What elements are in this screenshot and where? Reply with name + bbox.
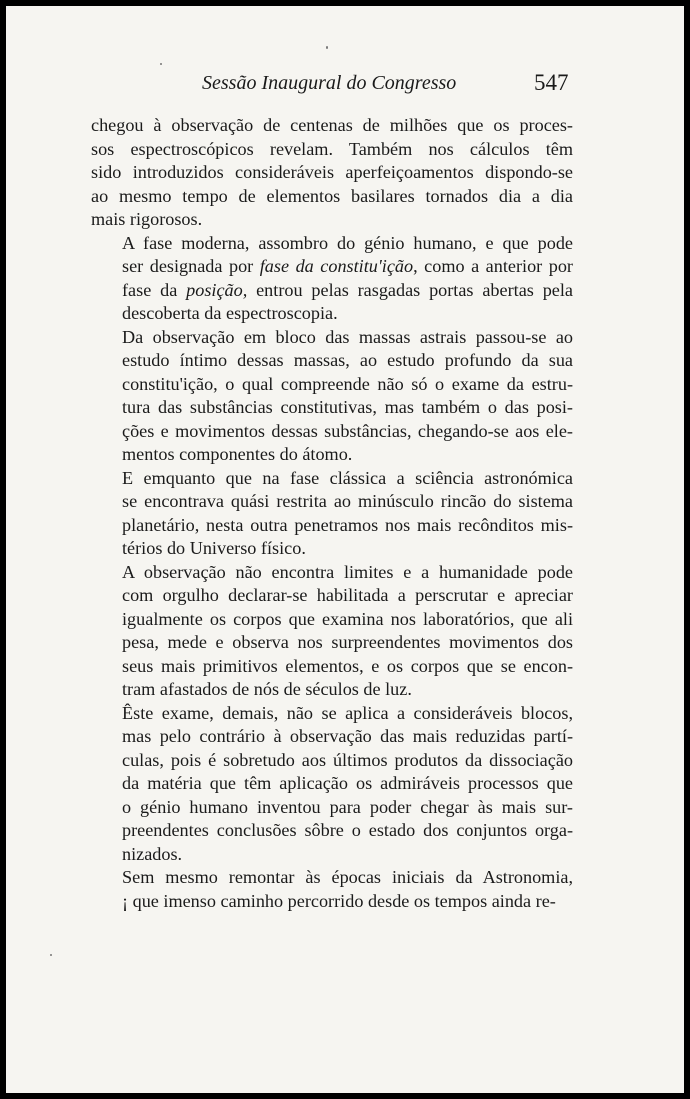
- text-line: pesa, mede e observa nos surpreendentes movimentos dos: [122, 632, 573, 652]
- text-line: ções e movimentos dessas substâncias, chegando-se aos ele-: [122, 420, 573, 441]
- paragraph: [91, 114, 573, 232]
- paragraph: [91, 326, 573, 467]
- text-line: mentos componentes do átomo.: [122, 444, 353, 464]
- page-number: 547: [534, 70, 569, 95]
- paper-speck: [326, 46, 328, 49]
- paragraph: [91, 561, 573, 702]
- text-line: E emquanto que na fase clássica a sciência astronómica: [122, 467, 573, 488]
- text-line: fase da posição, entrou pelas rasgadas portas abertas pela: [122, 279, 573, 300]
- body-text: [91, 114, 573, 913]
- page-header: [6, 70, 684, 102]
- text-line: ao mesmo tempo de elementos basilares tornados dia a dia: [91, 185, 573, 206]
- text-line: da matéria que têm aplicação os admiráveis processos que: [122, 773, 573, 793]
- text-line: sos espectroscópicos revelam. Também nos cálculos têm: [91, 138, 573, 159]
- paper-speck: [50, 954, 52, 956]
- text-line: Êste exame, demais, não se aplica a consideráveis blocos,: [122, 702, 573, 723]
- text-line: mais rigorosos.: [91, 209, 203, 229]
- text-line: A fase moderna, assombro do génio humano, e que pode: [122, 232, 573, 253]
- text-line: nizados.: [122, 843, 183, 864]
- text-line: seus mais primitivos elementos, e os corpos que se encon-: [122, 655, 573, 676]
- text-line: culas, pois é sobretudo aos últimos produtos da dissociação: [122, 749, 573, 770]
- text-line: A observação não encontra limites e a humanidade pode: [122, 561, 573, 582]
- text-line: estudo íntimo dessas massas, ao estudo profundo da sua: [122, 350, 573, 370]
- text-line: ¡ que imenso caminho percorrido desde os tempos ainda re-: [122, 890, 556, 911]
- text-line: tram afastados de nós de séculos de luz.: [122, 679, 412, 699]
- paragraph: [91, 702, 573, 867]
- running-title: Sessão Inaugural do Congresso: [202, 72, 457, 94]
- text-line: sido introduzidos consideráveis aperfeiçoamentos dispondo-se: [91, 162, 573, 182]
- text-line: preendentes conclusões sôbre o estado dos conjuntos orga-: [122, 820, 573, 840]
- text-line: mas pelo contrário à observação das mais reduzidas partí-: [122, 726, 573, 746]
- text-line: chegou à observação de centenas de milhões que os proces-: [91, 115, 573, 135]
- text-line: Sem mesmo remontar às épocas iniciais da Astronomia,: [122, 867, 573, 887]
- text-line: com orgulho declarar-se habilitada a perscrutar e apreciar: [122, 585, 573, 605]
- text-line: o génio humano inventou para poder chegar às mais sur-: [122, 796, 573, 817]
- text-line: Da observação em bloco das massas astrais passou-se ao: [122, 326, 573, 347]
- text-line: igualmente os corpos que examina nos laboratórios, que ali: [122, 608, 573, 629]
- paper-speck: [160, 63, 162, 65]
- book-page: [6, 6, 684, 1093]
- text-line: tura das substâncias constitutivas, mas também o das posi-: [122, 397, 573, 417]
- paragraph: [91, 467, 573, 561]
- paragraph: [91, 232, 573, 326]
- text-line: ser designada por fase da constitu'ição, como a anterior por: [122, 256, 573, 276]
- text-line: se encontrava quási restrita ao minúsculo rincão do sistema: [122, 491, 573, 511]
- text-line: descoberta da espectroscopia.: [122, 303, 338, 323]
- text-line: térios do Universo físico.: [122, 538, 306, 558]
- paragraph: [91, 866, 573, 913]
- text-line: planetário, nesta outra penetramos nos mais recônditos mis-: [122, 514, 573, 535]
- text-line: constitu'ição, o qual compreende não só o exame da estru-: [122, 373, 573, 394]
